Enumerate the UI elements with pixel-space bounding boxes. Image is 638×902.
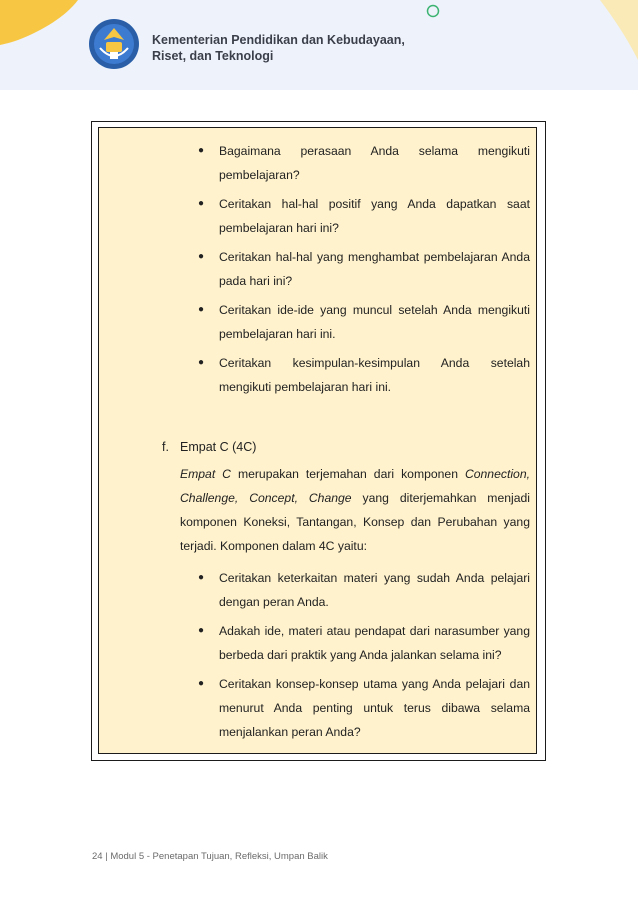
tut-wuri-handayani-logo: [88, 18, 140, 70]
ministry-name-line2: Riset, dan Teknologi: [152, 49, 274, 63]
list-item: ● Ceritakan hal-hal positif yang Anda dapatkan saat pembelajaran hari ini?: [198, 192, 530, 240]
section-heading: [162, 435, 256, 459]
bullet-icon: ●: [198, 572, 205, 583]
light-swoosh: [600, 0, 638, 60]
intro-paragraph: Empat C merupakan terjemahan dari komponen Connection, Challenge, Concept, Change yang diterjemahkan menjadi komponen Koneksi, Tantangan, Konsep dan Perubahan yang terjadi. Komponen dalam 4C yaitu:: [180, 467, 530, 553]
bullet-icon: ●: [198, 357, 205, 368]
list-item: ● Adakah ide, materi atau pendapat dari narasumber yang berbeda dari praktik yang Anda jalankan selama ini?: [198, 619, 530, 667]
bullet-icon: ●: [198, 251, 205, 262]
bullet-icon: ●: [198, 678, 205, 689]
page-footer: 24 | Modul 5 - Penetapan Tujuan, Refleksi, Umpan Balik: [92, 851, 328, 862]
section-number: f.: [162, 440, 169, 454]
section-intro: [180, 462, 530, 558]
list-item: ● Ceritakan konsep-konsep utama yang Anda pelajari dan menurut Anda penting untuk terus dibawa selama menjalankan peran Anda?: [198, 672, 530, 744]
bullet-icon: ●: [198, 304, 205, 315]
list-item: ● Ceritakan hal-hal yang menghambat pembelajaran Anda pada hari ini?: [198, 245, 530, 293]
ministry-name: [152, 32, 405, 64]
ministry-name-line1: Kementerian Pendidikan dan Kebudayaan,: [152, 33, 405, 47]
list-item: ● Ceritakan ide-ide yang muncul setelah Anda mengikuti pembelajaran hari ini.: [198, 298, 530, 346]
bullet-icon: ●: [198, 198, 205, 209]
bullet-icon: ●: [198, 145, 205, 156]
ring-decoration: [428, 6, 439, 17]
section-title: Empat C (4C): [180, 440, 257, 454]
intro-components: Connection, Challenge, Concept, Change: [180, 467, 530, 505]
fourc-question-list: [198, 566, 530, 749]
list-item: ● Ceritakan kesimpulan-kesimpulan Anda setelah mengikuti pembelajaran hari ini.: [198, 351, 530, 399]
list-item: ● Bagaimana perasaan Anda selama mengikuti pembelajaran?: [198, 139, 530, 187]
bullet-icon: ●: [198, 625, 205, 636]
page-header: [0, 0, 638, 90]
list-item: ● Ceritakan keterkaitan materi yang sudah Anda pelajari dengan peran Anda.: [198, 566, 530, 614]
intro-term: Empat C: [180, 467, 231, 481]
reflection-question-list: [198, 139, 530, 404]
yellow-swoosh: [0, 0, 78, 45]
